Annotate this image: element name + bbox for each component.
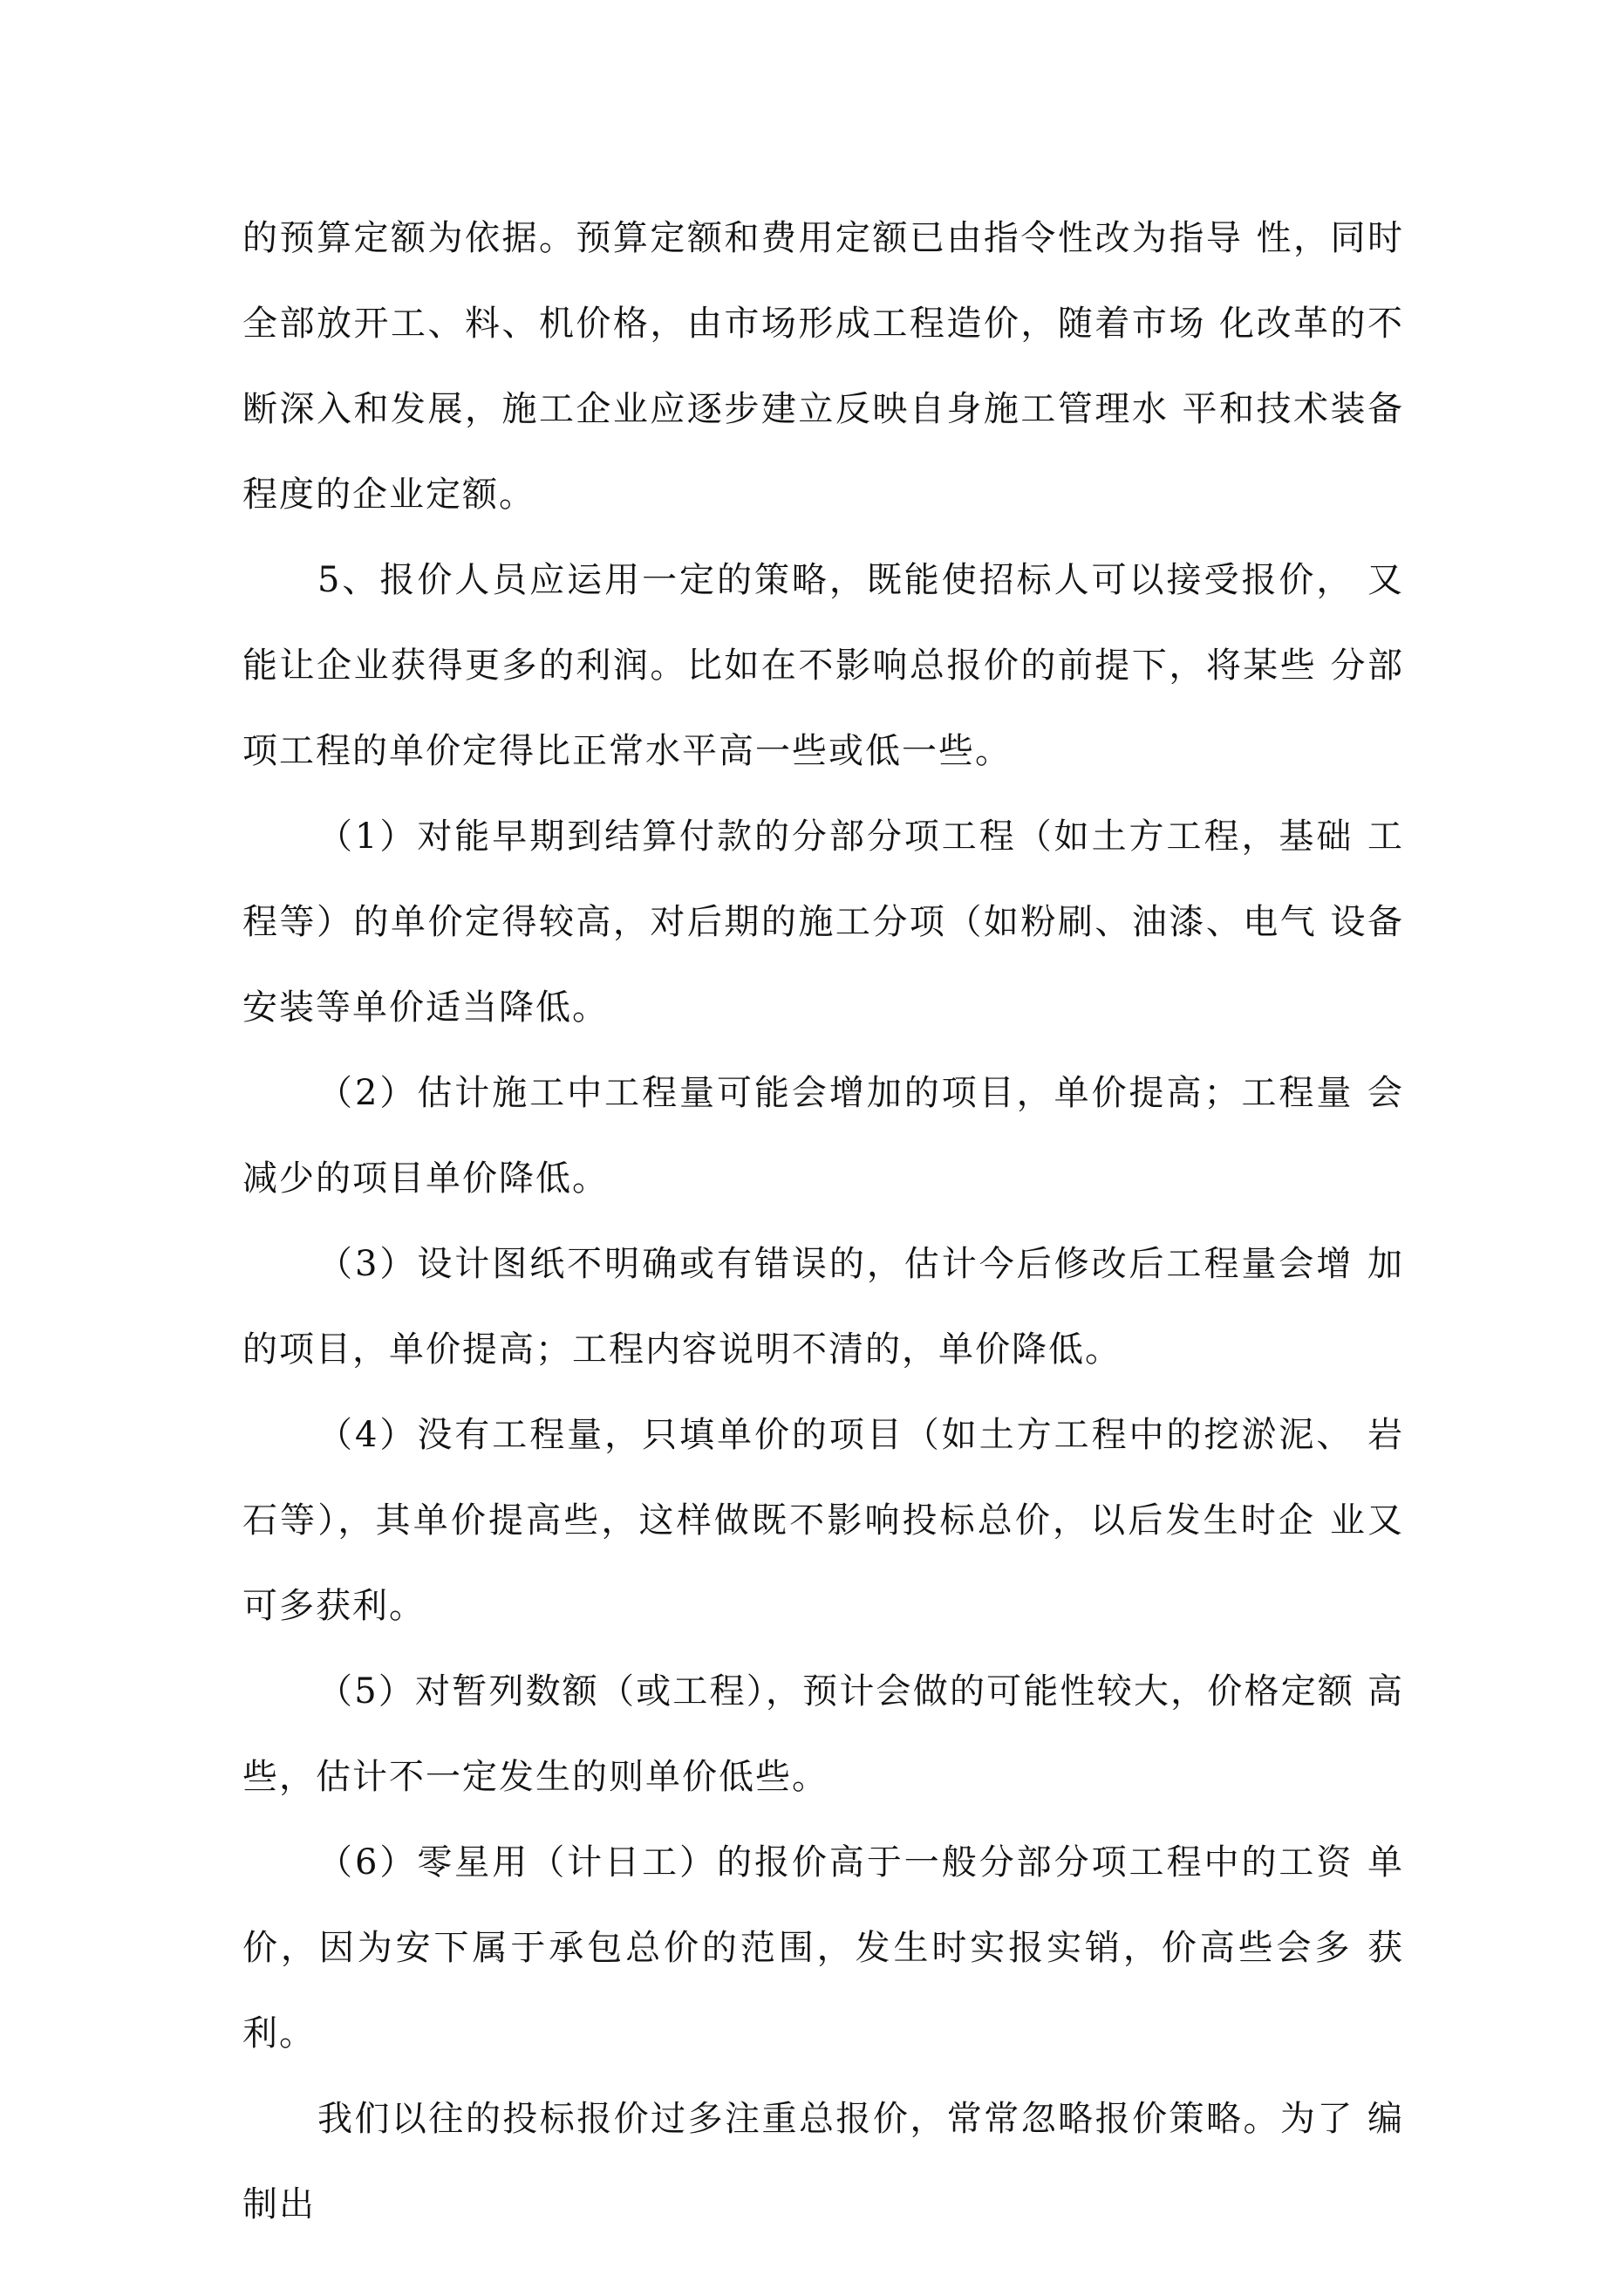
paragraph-closing: 我们以往的投标报价过多注重总报价，常常忽略报价策略。为了 编制出 [242, 2099, 1404, 2224]
paragraph-item-5: （5）对暂列数额（或工程），预计会做的可能性较大，价格定额 高些，估计不一定发生的则单价低些。 [242, 1671, 1404, 1797]
paragraph-item-2: （2）估计施工中工程量可能会增加的项目，单价提高；工程量 会减少的项目单价降低。 [242, 1073, 1404, 1199]
document-body [242, 195, 1404, 2247]
paragraph-item-6: （6）零星用（计日工）的报价高于一般分部分项工程中的工资 单价，因为安下属于承包总价的范围，发生时实报实销，价高些会多 获利。 [242, 1842, 1404, 2053]
paragraph-intro-continued: 的预算定额为依据。预算定额和费用定额已由指令性改为指导 性，同时全部放开工、料、机价格，由市场形成工程造价，随着市场 化改革的不断深入和发展，施工企业应逐步建立反映自身施工管理水 平和技术装备程度的企业定额。 [242, 218, 1404, 515]
paragraph-item-3: （3）设计图纸不明确或有错误的，估计今后修改后工程量会增 加的项目，单价提高；工程内容说明不清的，单价降低。 [242, 1244, 1404, 1370]
paragraph-point-5: 5、报价人员应运用一定的策略，既能使招标人可以接受报价， 又能让企业获得更多的利润。比如在不影响总报价的前提下，将某些 分部项工程的单价定得比正常水平高一些或低一些。 [242, 560, 1404, 771]
paragraph-item-1: （1）对能早期到结算付款的分部分项工程（如土方工程，基础 工程等）的单价定得较高，对后期的施工分项（如粉刷、油漆、电气 设备安装等单价适当降低。 [242, 817, 1404, 1028]
paragraph-item-4: （4）没有工程量，只填单价的项目（如土方工程中的挖淤泥、 岩石等），其单价提高些，这样做既不影响投标总价，以后发生时企 业又可多获利。 [242, 1415, 1404, 1626]
